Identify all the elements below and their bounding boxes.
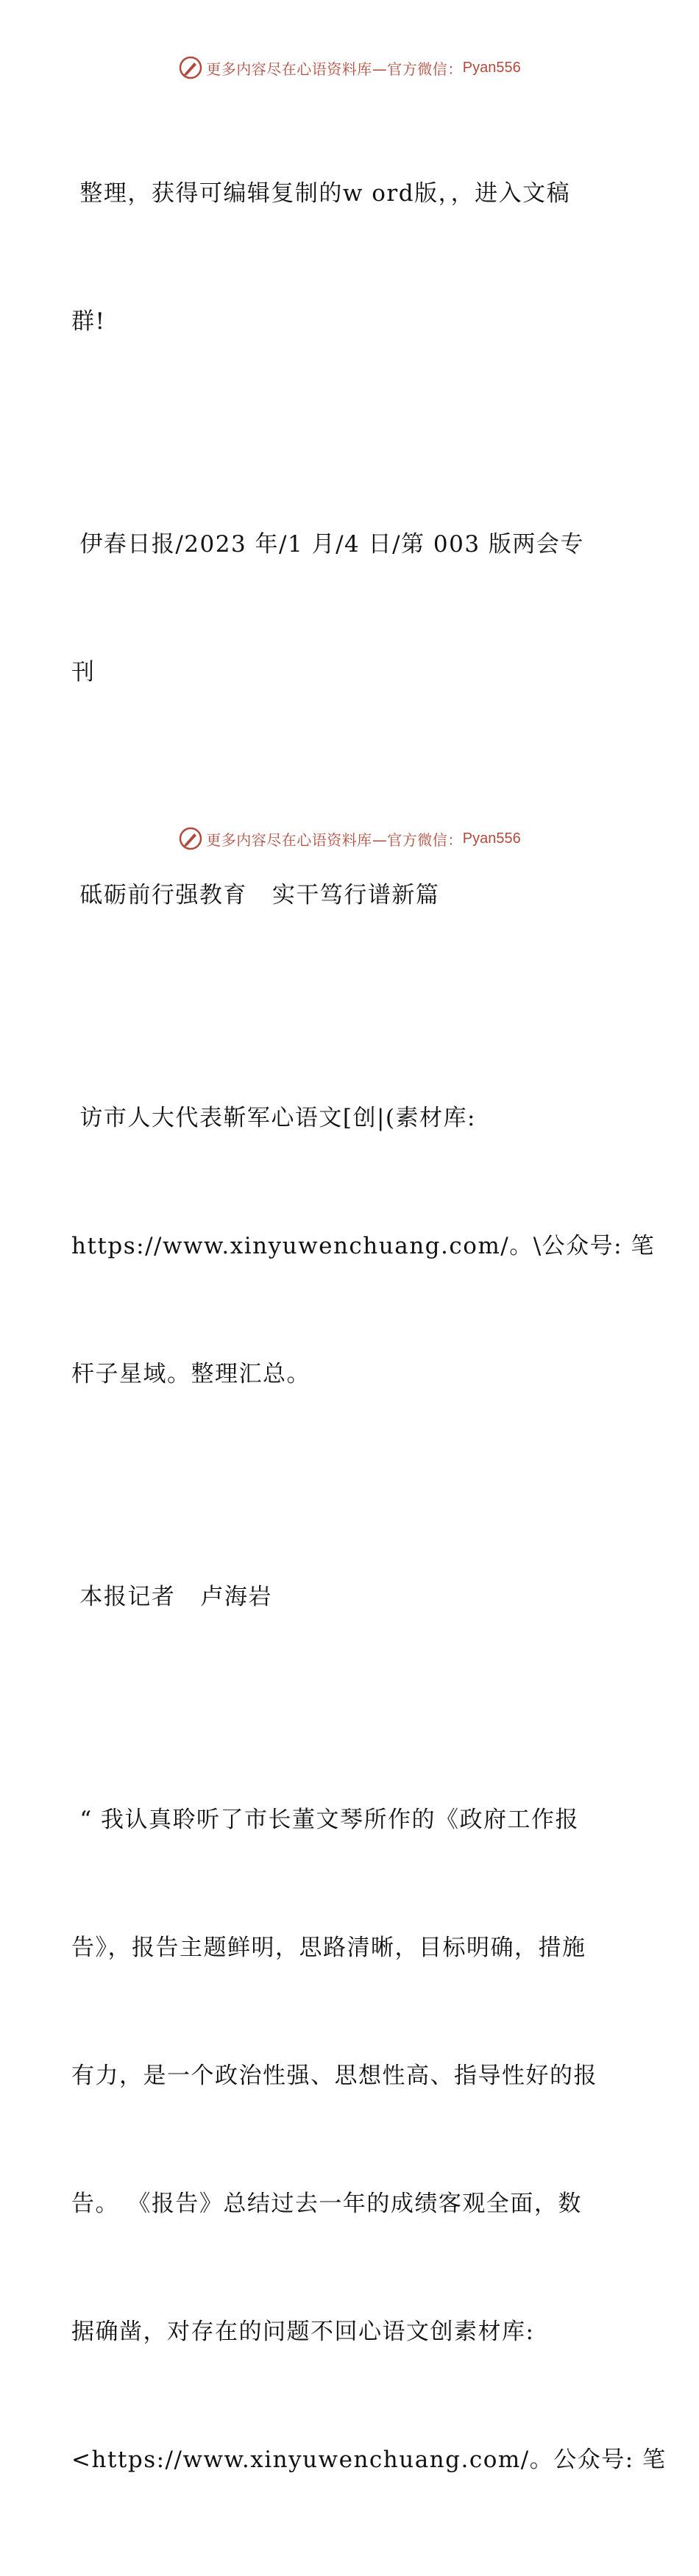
header-wechat-id: Pyan556 (462, 59, 521, 76)
intro-paragraph (71, 87, 631, 428)
source-paragraph (71, 438, 631, 779)
pen-logo-icon (178, 826, 203, 851)
header-banner-text: 更多内容尽在心语资料库—官方微信： (206, 60, 463, 78)
subheading-line: https://www.xinyuwenchuang.com/。\公众号: 笔 (71, 1233, 655, 1259)
body-line: 据确凿，对存在的问题不回心语文创素材库: (71, 2319, 535, 2345)
document-body (71, 87, 667, 2576)
source-line: 刊 (71, 659, 96, 686)
footer-banner-text: 更多内容尽在心语资料库—官方微信： (206, 830, 463, 849)
pen-logo-icon (178, 55, 203, 80)
headline-text: 砥砺前行强教育 实干笃行谱新篇 (71, 882, 440, 908)
byline (71, 1490, 631, 1704)
header-watermark-banner (0, 51, 699, 84)
intro-line: 整理，获得可编辑复制的w ord版，，进入文稿 (71, 180, 571, 207)
subheading-line: 访市人大代表靳军心语文[创|(素材库: (71, 1105, 476, 1131)
subheading-paragraph (71, 1011, 655, 1481)
body-line: 告》，报告主题鲜明，思路清晰，目标明确，措施 (71, 1935, 586, 1961)
byline-text: 本报记者 卢海岩 (71, 1584, 272, 1610)
body-line: 有力，是一个政治性强、思想性高、指导性好的报 (71, 2063, 597, 2089)
footer-watermark-banner (0, 822, 699, 855)
footer-wechat-id: Pyan556 (462, 830, 521, 847)
body-paragraph (71, 1713, 667, 2566)
subheading-line: 杆子星域。整理汇总。 (71, 1361, 311, 1387)
headline (71, 789, 631, 1002)
body-line: 告。 《报告》总结过去一年的成绩客观全面，数 (71, 2191, 582, 2217)
body-line: “ 我认真聆听了市长董文琴所作的《政府工作报 (71, 1807, 580, 1833)
body-line: <https://www.xinyuwenchuang.com/。公众号: 笔 (71, 2447, 667, 2473)
intro-line: 群! (71, 308, 106, 335)
source-line: 伊春日报/2023 年/1 月/4 日/第 003 版两会专 (71, 531, 584, 558)
